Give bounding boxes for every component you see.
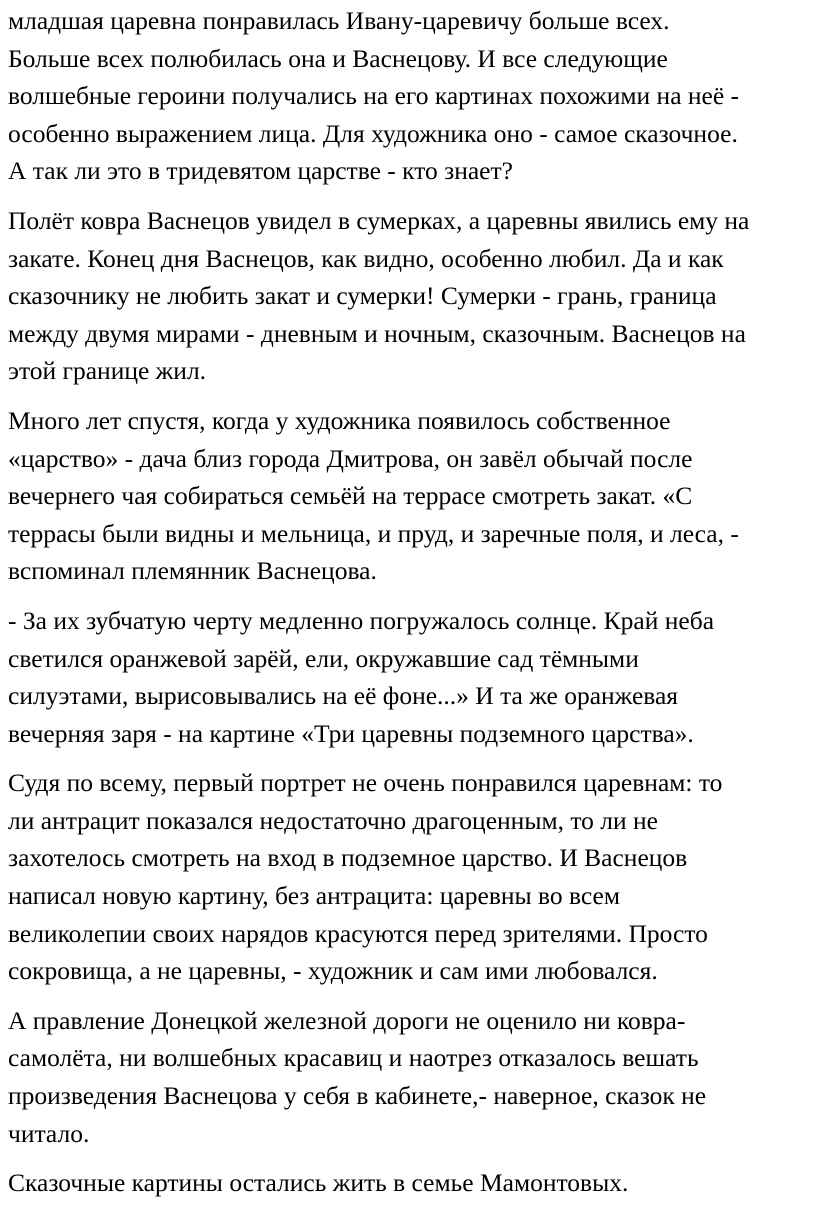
text-line: - За их зубчатую черту медленно погружалось солнце. Край неба [8,605,715,635]
text-line: сказочнику не любить закат и сумерки! Сумерки - грань, граница [8,281,717,311]
text-line: Сказочные картины остались жить в семье Мамонтовых. [8,1168,629,1198]
text-line: сокровища, а не царевны, - художник и сам ими любовался. [8,956,658,986]
text-line: ли антрацит показался недостаточно драгоценным, то ли не [8,805,658,835]
text-line: самолёта, ни волшебных красавиц и наотрез отказалось вешать [8,1043,699,1073]
text-line: написал новую картину, без антрацита: царевны во всем [8,881,620,911]
paragraph-7 [8,1164,808,1202]
paragraph-2 [8,202,808,390]
paragraph-1 [8,2,808,190]
text-line: вечернего чая собираться семьёй на террасе смотреть закат. «С [8,481,693,511]
text-line: Много лет спустя, когда у художника появилось собственное [8,405,671,435]
text-line: террасы были видны и мельница, и пруд, и заречные поля, и леса, - [8,518,739,548]
text-line: произведения Васнецова у себя в кабинете,- наверное, сказок не [8,1081,707,1111]
text-line: волшебные героини получались на его картинах похожими на неё - [8,81,740,111]
text-line: светился оранжевой зарёй, ели, окружавшие сад тёмными [8,643,639,673]
paragraph-5 [8,764,808,990]
paragraph-3 [8,402,808,590]
paragraph-6 [8,1002,808,1152]
text-line: читало. [8,1118,90,1148]
text-line: Полёт ковра Васнецов увидел в сумерках, а царевны явились ему на [8,205,750,235]
paragraph-4 [8,602,808,752]
text-line: особенно выражением лица. Для художника оно - самое сказочное. [8,118,738,148]
text-line: Больше всех полюбилась она и Васнецову. И все следующие [8,43,668,73]
text-line: силуэтами, вырисовывались на её фоне...» И та же оранжевая [8,681,679,711]
text-line: великолепии своих нарядов красуются перед зрителями. Просто [8,918,708,948]
text-line: захотелось смотреть на вход в подземное царство. И Васнецов [8,843,688,873]
text-line: закате. Конец дня Васнецов, как видно, особенно любил. Да и как [8,243,724,273]
text-line: А так ли это в тридевятом царстве - кто знает? [8,156,513,186]
text-line: этой границе жил. [8,356,207,386]
text-line: «царство» - дача близ города Дмитрова, он завёл обычай после [8,443,693,473]
text-line: младшая царевна понравилась Ивану-царевичу больше всех. [8,6,670,35]
text-line: между двумя мирами - дневным и ночным, сказочным. Васнецов на [8,318,746,348]
text-line: вспоминал племянник Васнецова. [8,556,377,586]
text-line: Судя по всему, первый портрет не очень понравился царевнам: то [8,768,723,798]
text-line: А правление Донецкой железной дороги не оценило ни ковра- [8,1005,686,1035]
text-line: вечерняя заря - на картине «Три царевны подземного царства». [8,718,694,748]
